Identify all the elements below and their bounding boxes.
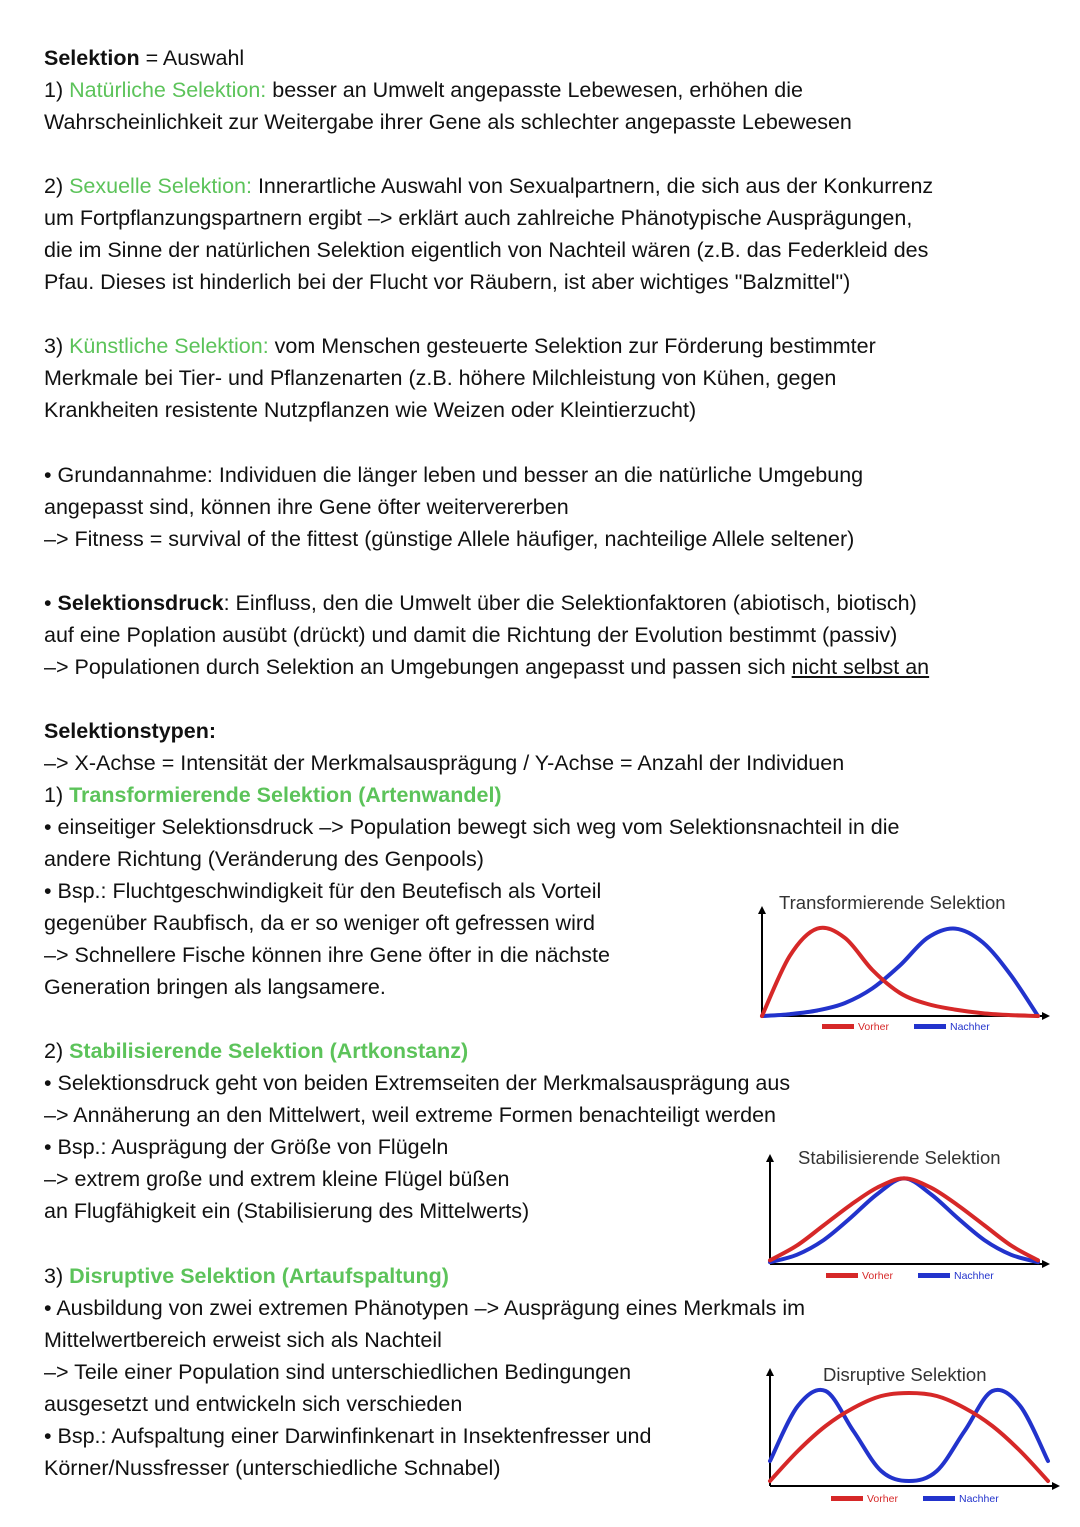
stabilisierende-line-3: • Bsp.: Ausprägung der Größe von Flügeln (44, 1135, 449, 1159)
stabilisierende-line-5: an Flugfähigkeit ein (Stabilisierung des Mittelwerts) (44, 1199, 530, 1223)
stabilisierende-heading (44, 1035, 468, 1067)
chart-title: Transformierende Selektion (779, 892, 1006, 913)
selektionsdruck-line-3 (44, 651, 929, 683)
chart-stabilisierende (758, 1134, 1048, 1284)
x-axis-arrow (1052, 1482, 1060, 1490)
kuenstliche-line-1 (44, 330, 876, 362)
transformierende-heading (44, 779, 502, 811)
grundannahme-line-1: • Grundannahme: Individuen die länger leben und besser an die natürliche Umgebung (44, 463, 864, 487)
disruptive-line-5: • Bsp.: Aufspaltung einer Darwinfinkenart in Insektenfresser und (44, 1424, 652, 1448)
legend-label-nachher: Nachher (959, 1493, 999, 1505)
natuerliche-line-1 (44, 74, 803, 106)
disruptive-title: Disruptive Selektion (Artaufspaltung) (69, 1264, 449, 1288)
legend (822, 1021, 990, 1033)
selektionsdruck-term: Selektionsdruck (57, 591, 224, 615)
selektionsdruck-text-3: –> Populationen durch Selektion an Umgebungen angepasst und passen sich (44, 655, 792, 679)
plot-area (766, 1154, 1050, 1268)
chart-disruptive (758, 1352, 1058, 1512)
sexuelle-line-1 (44, 170, 933, 202)
series-line-vorher (762, 928, 1038, 1016)
plot-area (766, 1368, 1060, 1490)
selektionsdruck-line-2: auf eine Poplation ausübt (drückt) und damit die Richtung der Evolution bestimmt (passiv) (44, 623, 898, 647)
sexuelle-line-2: um Fortpflanzungspartnern ergibt –> erklärt auch zahlreiche Phänotypische Ausprägungen, (44, 206, 913, 230)
series-line-nachher (762, 928, 1038, 1016)
stabilisierende-line-2: –> Annäherung an den Mittelwert, weil extreme Formen benachteiligt werden (44, 1103, 777, 1127)
chart-title: Disruptive Selektion (823, 1364, 987, 1385)
selektion-heading (44, 42, 244, 74)
legend-label-nachher: Nachher (954, 1270, 994, 1282)
legend-swatch-vorher (826, 1273, 858, 1278)
kuenstliche-num: 3) (44, 334, 70, 358)
y-axis-arrow (766, 1154, 774, 1162)
disruptive-line-2: Mittelwertbereich erweist sich als Nachteil (44, 1328, 442, 1352)
transformierende-line-6: Generation bringen als langsamere. (44, 975, 386, 999)
selektion-title-rest: = Auswahl (139, 46, 245, 70)
sexuelle-line-4: Pfau. Dieses ist hinderlich bei der Flucht vor Räubern, ist aber wichtiges "Balzmittel") (44, 270, 851, 294)
chart-transformierende (752, 880, 1052, 1040)
legend-swatch-nachher (914, 1024, 946, 1029)
plot-area (758, 906, 1050, 1020)
selektionsdruck-line-1 (44, 587, 917, 619)
natuerliche-line-2: Wahrscheinlichkeit zur Weitergabe ihrer Gene als schlechter angepasste Lebewesen (44, 110, 852, 134)
y-axis-arrow (766, 1368, 774, 1376)
natuerliche-text-1: besser an Umwelt angepasste Lebewesen, erhöhen die (266, 78, 803, 102)
x-axis-arrow (1042, 1260, 1050, 1268)
achsen-line: –> X-Achse = Intensität der Merkmalsausprägung / Y-Achse = Anzahl der Individuen (44, 751, 845, 775)
transformierende-title: Transformierende Selektion (Artenwandel) (69, 783, 502, 807)
kuenstliche-line-3: Krankheiten resistente Nutzpflanzen wie Weizen oder Kleintierzucht) (44, 398, 697, 422)
kuenstliche-text-1: vom Menschen gesteuerte Selektion zur Förderung bestimmter (268, 334, 876, 358)
x-axis-arrow (1042, 1012, 1050, 1020)
transformierende-line-4: gegenüber Raubfisch, da er so weniger oft gefressen wird (44, 911, 595, 935)
legend-swatch-nachher (923, 1496, 955, 1501)
selektionstypen-title: Selektionstypen: (44, 719, 217, 743)
selektionsdruck-underlined: nicht selbst an (791, 655, 930, 679)
series-line-nachher (770, 1178, 1038, 1262)
chart-transformierende-svg (752, 880, 1052, 1040)
stabilisierende-line-1: • Selektionsdruck geht von beiden Extremseiten der Merkmalsausprägung aus (44, 1071, 791, 1095)
legend-swatch-vorher (822, 1024, 854, 1029)
stabilisierende-num: 2) (44, 1039, 70, 1063)
legend (831, 1493, 999, 1505)
transformierende-num: 1) (44, 783, 70, 807)
kuenstliche-term: Künstliche Selektion: (69, 334, 269, 358)
sexuelle-term: Sexuelle Selektion: (69, 174, 252, 198)
selektionsdruck-text-1: : Einfluss, den die Umwelt über die Selektionfaktoren (abiotisch, biotisch) (223, 591, 917, 615)
disruptive-line-4: ausgesetzt und entwickeln sich verschieden (44, 1392, 463, 1416)
chart-disruptive-svg (758, 1352, 1058, 1512)
transformierende-line-5: –> Schnellere Fische können ihre Gene öfter in die nächste (44, 943, 610, 967)
transformierende-line-1: • einseitiger Selektionsdruck –> Population bewegt sich weg vom Selektionsnachteil in die (44, 815, 900, 839)
legend-label-vorher: Vorher (862, 1270, 893, 1282)
stabilisierende-title: Stabilisierende Selektion (Artkonstanz) (69, 1039, 469, 1063)
grundannahme-line-2: angepasst sind, können ihre Gene öfter weitervererben (44, 495, 569, 519)
legend (826, 1270, 994, 1282)
legend-swatch-vorher (831, 1496, 863, 1501)
sexuelle-text-1: Innerartliche Auswahl von Sexualpartnern, die sich aus der Konkurrenz (251, 174, 934, 198)
disruptive-line-1: • Ausbildung von zwei extremen Phänotypen –> Ausprägung eines Merkmals im (44, 1296, 806, 1320)
selektion-title: Selektion (44, 46, 140, 70)
legend-swatch-nachher (918, 1273, 950, 1278)
grundannahme-line-3: –> Fitness = survival of the fittest (günstige Allele häufiger, nachteilige Allele seltener) (44, 527, 855, 551)
disruptive-num: 3) (44, 1264, 70, 1288)
legend-label-nachher: Nachher (950, 1021, 990, 1033)
natuerliche-term: Natürliche Selektion: (69, 78, 267, 102)
natuerliche-num: 1) (44, 78, 70, 102)
transformierende-line-2: andere Richtung (Veränderung des Genpools) (44, 847, 484, 871)
legend-label-vorher: Vorher (858, 1021, 889, 1033)
disruptive-line-3: –> Teile einer Population sind unterschiedlichen Bedingungen (44, 1360, 632, 1384)
sexuelle-line-3: die im Sinne der natürlichen Selektion eigentlich von Nachteil wären (z.B. das Federkleid des (44, 238, 929, 262)
transformierende-line-3: • Bsp.: Fluchtgeschwindigkeit für den Beutefisch als Vorteil (44, 879, 602, 903)
series-line-vorher (770, 1393, 1048, 1481)
y-axis-arrow (758, 906, 766, 914)
kuenstliche-line-2: Merkmale bei Tier- und Pflanzenarten (z.B. höhere Milchleistung von Kühen, gegen (44, 366, 837, 390)
disruptive-heading (44, 1260, 449, 1292)
selektionsdruck-bullet: • (44, 591, 58, 615)
legend-label-vorher: Vorher (867, 1493, 898, 1505)
chart-stabilisierende-svg (758, 1134, 1048, 1284)
chart-title: Stabilisierende Selektion (798, 1147, 1001, 1168)
stabilisierende-line-4: –> extrem große und extrem kleine Flügel büßen (44, 1167, 510, 1191)
disruptive-line-6: Körner/Nussfresser (unterschiedliche Schnabel) (44, 1456, 501, 1480)
sexuelle-num: 2) (44, 174, 70, 198)
